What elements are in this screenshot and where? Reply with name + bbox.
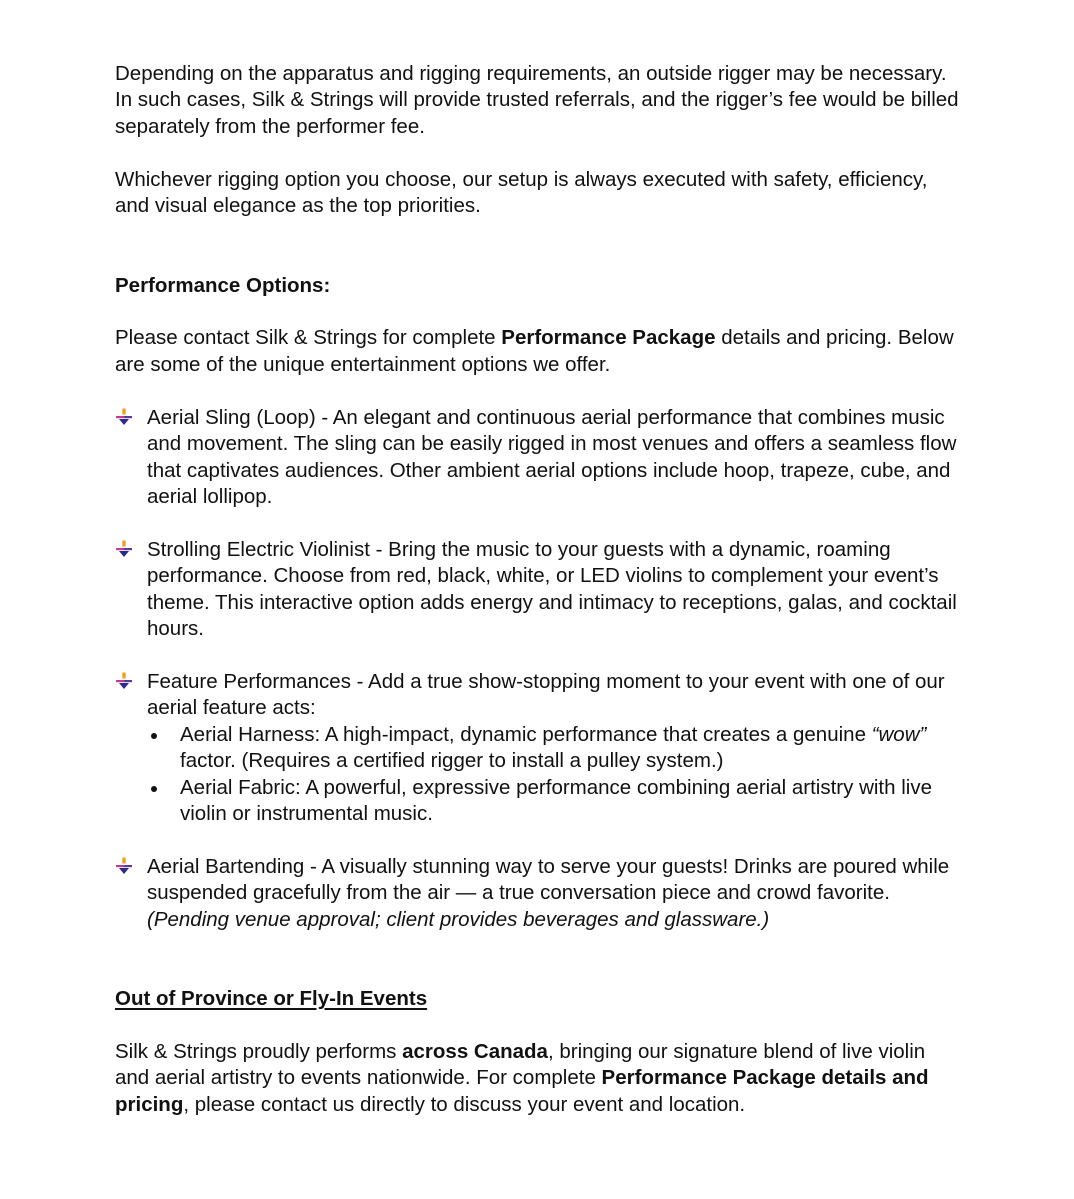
list-item: Aerial Fabric: A powerful, expressive performance combining aerial artistry with live violin or instrumental music. — [147, 775, 965, 828]
option-aerial-sling-text: Aerial Sling (Loop) - An elegant and continuous aerial performance that combines music and movement. The sling can be easily rigged in most venues and offers a seamless flow that captivates audiences. Other ambient aerial options include hoop, trapeze, cube, and aerial lollipop. — [147, 405, 957, 508]
performance-options-heading: Performance Options: — [115, 273, 331, 297]
document-page — [115, 61, 965, 1118]
option-aerial-bartending-text: Aerial Bartending - A visually stunning way to serve your guests! Drinks are poured while suspended gracefully from the air — a true conversation piece and crowd favorite. (Pending venue approval; client provides beverages and glassware.) — [147, 854, 950, 931]
option-feature-performances — [115, 669, 965, 827]
arrow-bullet-icon — [115, 408, 133, 426]
out-of-province-heading: Out of Province or Fly-In Events — [115, 987, 428, 1011]
out-of-province-paragraph: Silk & Strings proudly performs across Canada, bringing our signature blend of live violin and aerial artistry to events nationwide. For complete Performance Package details and pricing, please contact us directly to discuss your event and location. — [115, 1040, 929, 1116]
rigging-paragraph-1: Depending on the apparatus and rigging requirements, an outside rigger may be necessary. In such cases, Silk & Strings will provide trusted referrals, and the rigger’s fee would be billed separately from the performer fee. — [115, 62, 959, 138]
bullet-dot-icon — [151, 786, 157, 792]
option-feature-performances-text: Feature Performances - Add a true show-stopping moment to your event with one of our aerial feature acts: — [147, 670, 945, 720]
feature-acts-list — [147, 722, 965, 828]
arrow-bullet-icon — [115, 672, 133, 690]
list-item: Aerial Harness: A high-impact, dynamic performance that creates a genuine “wow” factor. (Requires a certified rigger to install a pulley system.) — [147, 722, 965, 775]
rigging-paragraph-2: Whichever rigging option you choose, our setup is always executed with safety, efficiency, and visual elegance as the top priorities. — [115, 167, 928, 218]
bullet-dot-icon — [151, 733, 157, 739]
arrow-bullet-icon — [115, 540, 133, 558]
option-electric-violinist-text: Strolling Electric Violinist - Bring the music to your guests with a dynamic, roaming performance. Choose from red, black, white, or LED violins to complement your event’s theme. This interactive option adds energy and intimacy to receptions, galas, and cocktail hours. — [147, 537, 957, 641]
performance-options-intro: Please contact Silk & Strings for complete Performance Package details and pricing. Below are some of the unique entertainment options we offer. — [115, 326, 954, 376]
arrow-bullet-icon — [115, 857, 133, 875]
option-aerial-bartending — [115, 854, 965, 933]
option-electric-violinist — [115, 537, 965, 643]
option-aerial-sling — [115, 405, 965, 511]
